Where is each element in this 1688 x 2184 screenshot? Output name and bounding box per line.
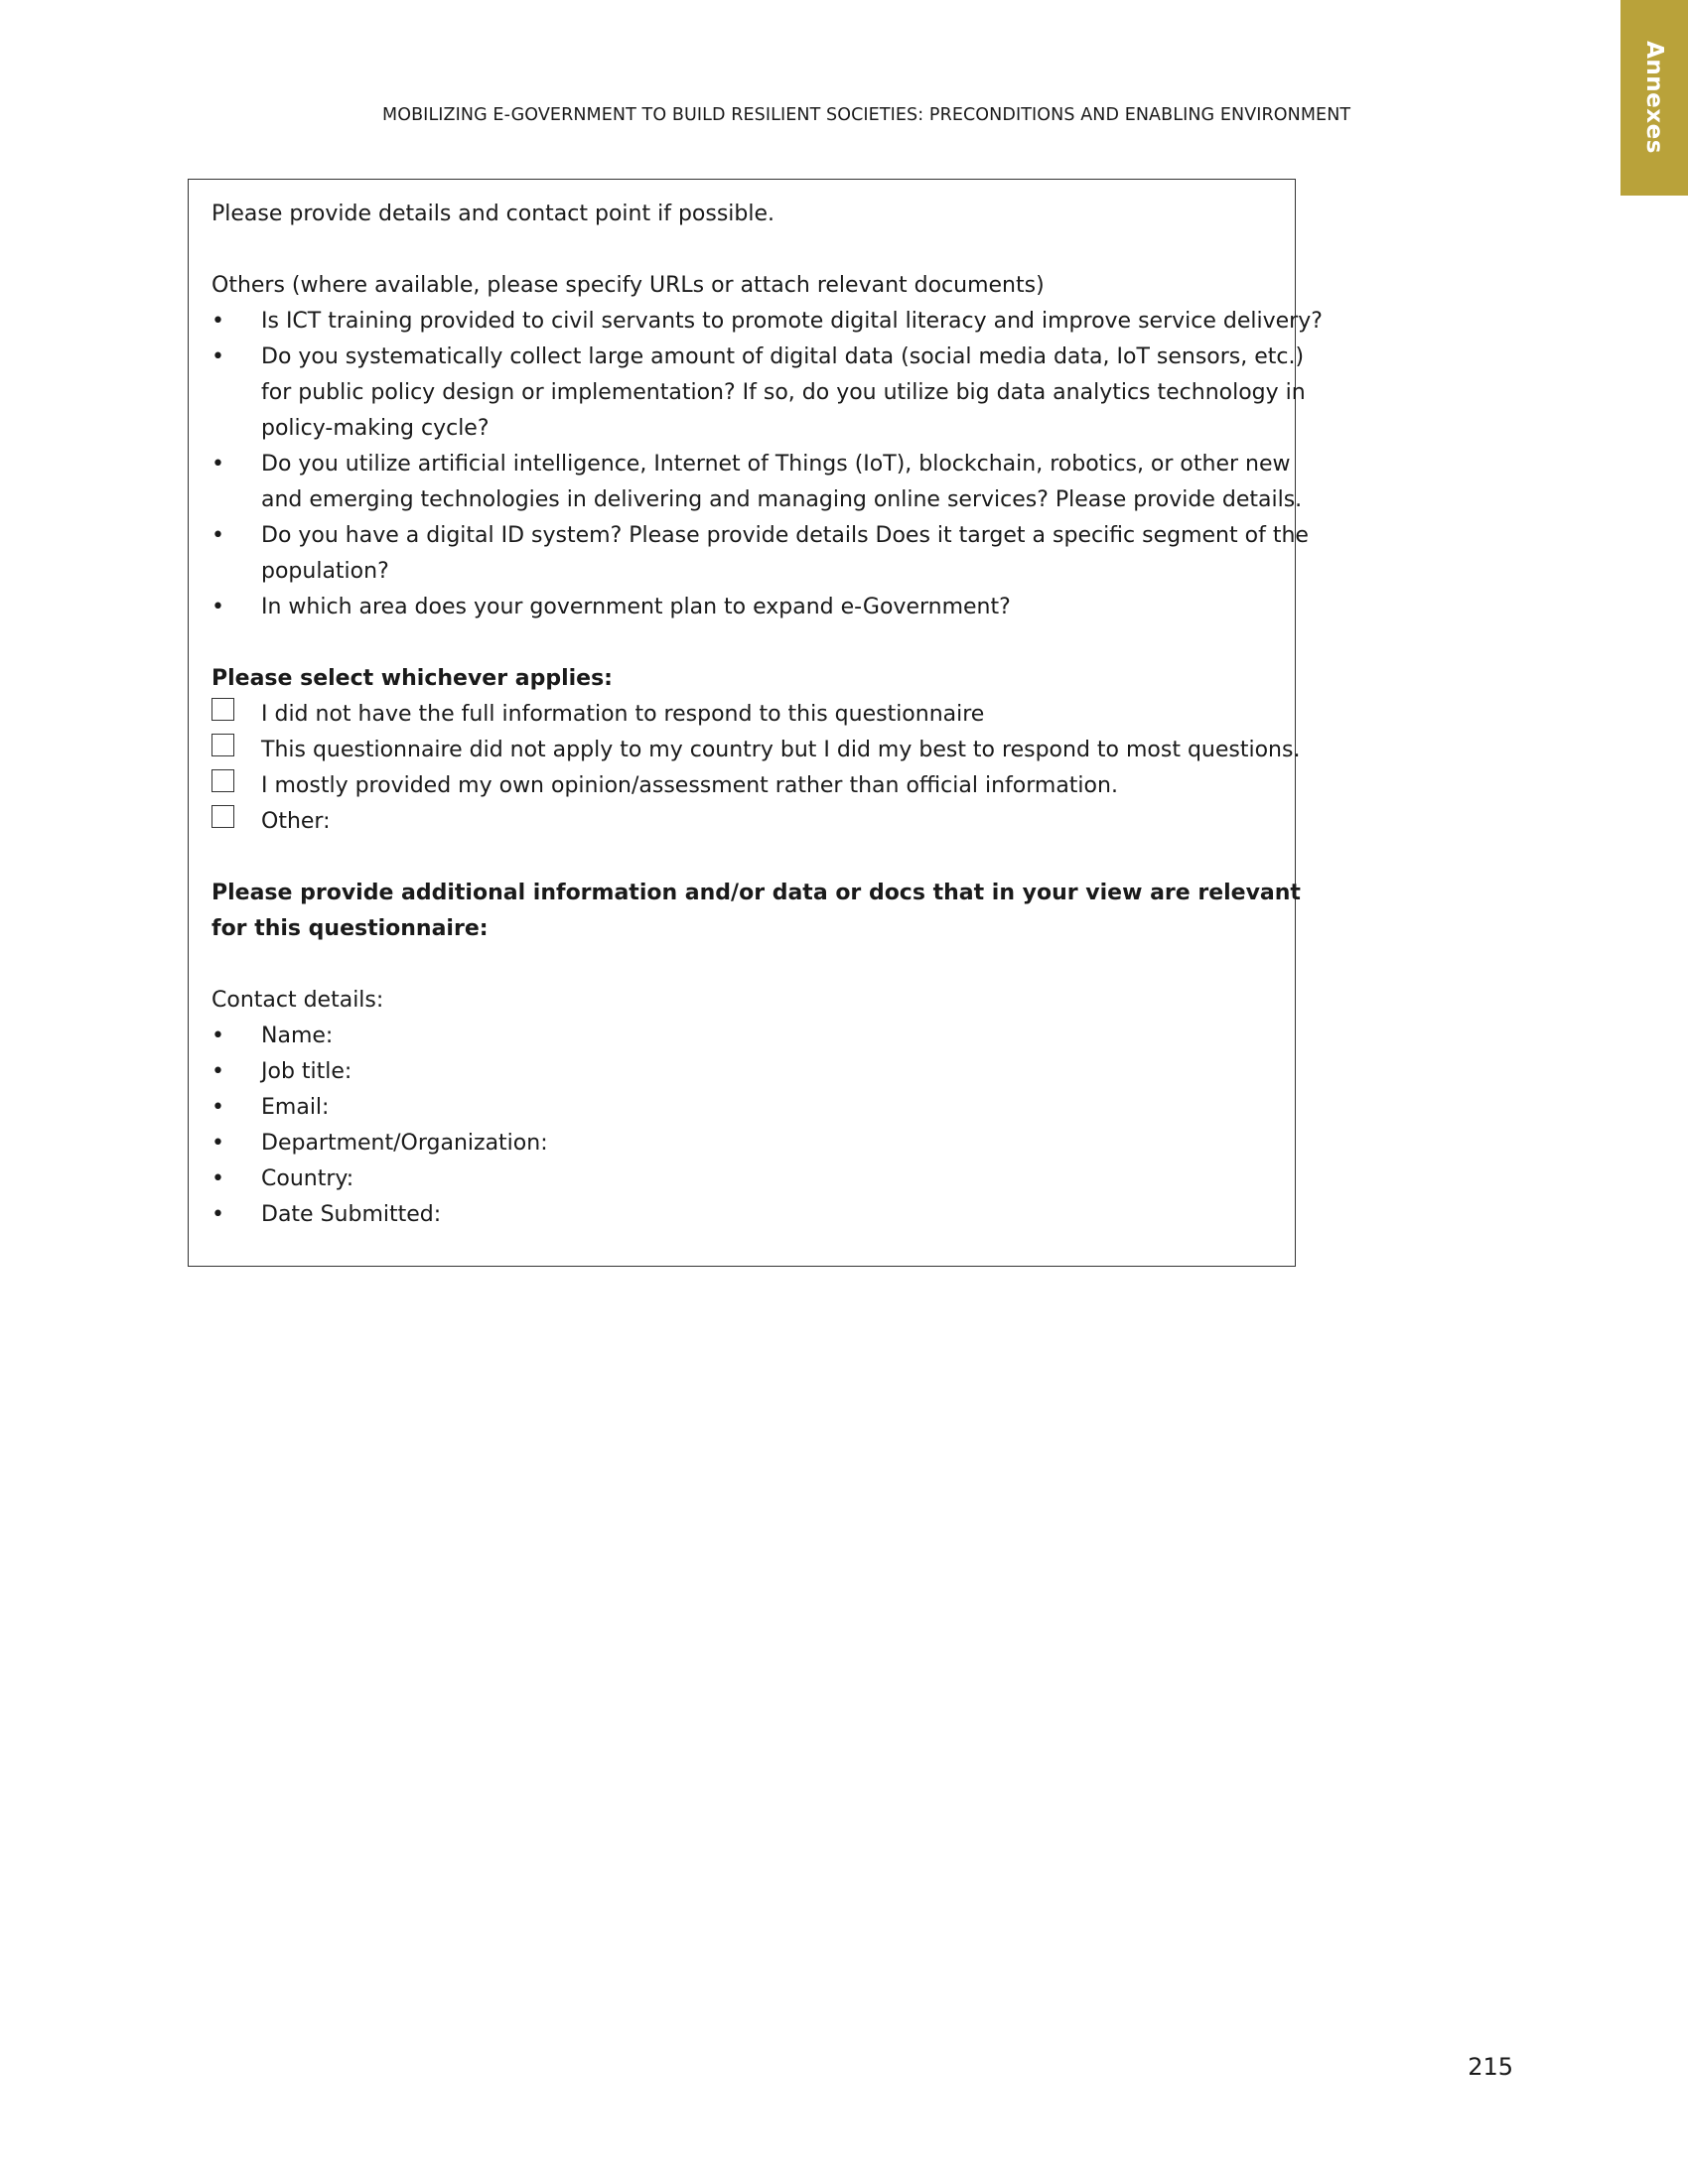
contact-department-field: Department/Organization:: [261, 1131, 548, 1156]
annexes-side-tab: [1620, 0, 1688, 196]
bullet-icon: •: [211, 1131, 224, 1156]
checkbox-did-not-apply[interactable]: [211, 734, 234, 756]
contact-country-field: Country:: [261, 1166, 354, 1191]
others-item-5: In which area does your government plan to expand e-Government?: [261, 595, 1011, 619]
additional-info-heading-line-2: for this questionnaire:: [211, 916, 489, 941]
option-other-label: Other:: [261, 809, 331, 834]
contact-email-field: Email:: [261, 1095, 330, 1120]
others-item-2-line-2: for public policy design or implementation? If so, do you utilize big data analytics technology in: [261, 380, 1306, 405]
checkbox-own-opinion[interactable]: [211, 769, 234, 792]
option-full-information-label: I did not have the full information to respond to this questionnaire: [261, 702, 985, 727]
bullet-icon: •: [211, 344, 224, 369]
intro-text: Please provide details and contact point if possible.: [211, 202, 775, 226]
others-item-2-line-1: Do you systematically collect large amount of digital data (social media data, IoT sensors, etc.): [261, 344, 1305, 369]
contact-name-field: Name:: [261, 1024, 334, 1048]
others-item-3-line-1: Do you utilize artificial intelligence, Internet of Things (IoT), blockchain, robotics, or other new: [261, 452, 1291, 477]
option-own-opinion-label: I mostly provided my own opinion/assessment rather than official information.: [261, 773, 1118, 798]
bullet-icon: •: [211, 595, 224, 619]
bullet-icon: •: [211, 523, 224, 548]
contact-job-title-field: Job title:: [261, 1059, 352, 1084]
others-heading: Others (where available, please specify URLs or attach relevant documents): [211, 273, 1045, 298]
contact-heading: Contact details:: [211, 988, 384, 1013]
bullet-icon: •: [211, 452, 224, 477]
additional-info-heading-line-1: Please provide additional information and/or data or docs that in your view are relevant: [211, 881, 1301, 905]
checkbox-other[interactable]: [211, 805, 234, 828]
bullet-icon: •: [211, 309, 224, 334]
bullet-icon: •: [211, 1202, 224, 1227]
others-item-1: Is ICT training provided to civil servants to promote digital literacy and improve service delivery?: [261, 309, 1323, 334]
checkbox-full-information[interactable]: [211, 698, 234, 721]
running-header: MOBILIZING E-GOVERNMENT TO BUILD RESILIENT SOCIETIES: PRECONDITIONS AND ENABLING ENVIRONMENT: [382, 105, 1351, 125]
page-number: 215: [1468, 2053, 1513, 2081]
questionnaire-box: [188, 179, 1323, 1267]
others-item-2-line-3: policy-making cycle?: [261, 416, 490, 441]
select-heading: Please select whichever applies:: [211, 666, 613, 691]
contact-date-submitted-field: Date Submitted:: [261, 1202, 442, 1227]
others-item-4-line-2: population?: [261, 559, 389, 584]
others-item-4-line-1: Do you have a digital ID system? Please provide details Does it target a specific segment of the: [261, 523, 1309, 548]
bullet-icon: •: [211, 1059, 224, 1084]
side-tab-label: Annexes: [1641, 41, 1667, 154]
bullet-icon: •: [211, 1024, 224, 1048]
others-item-3-line-2: and emerging technologies in delivering and managing online services? Please provide details.: [261, 487, 1303, 512]
bullet-icon: •: [211, 1166, 224, 1191]
bullet-icon: •: [211, 1095, 224, 1120]
option-did-not-apply-label: This questionnaire did not apply to my country but I did my best to respond to most questions.: [261, 738, 1301, 762]
